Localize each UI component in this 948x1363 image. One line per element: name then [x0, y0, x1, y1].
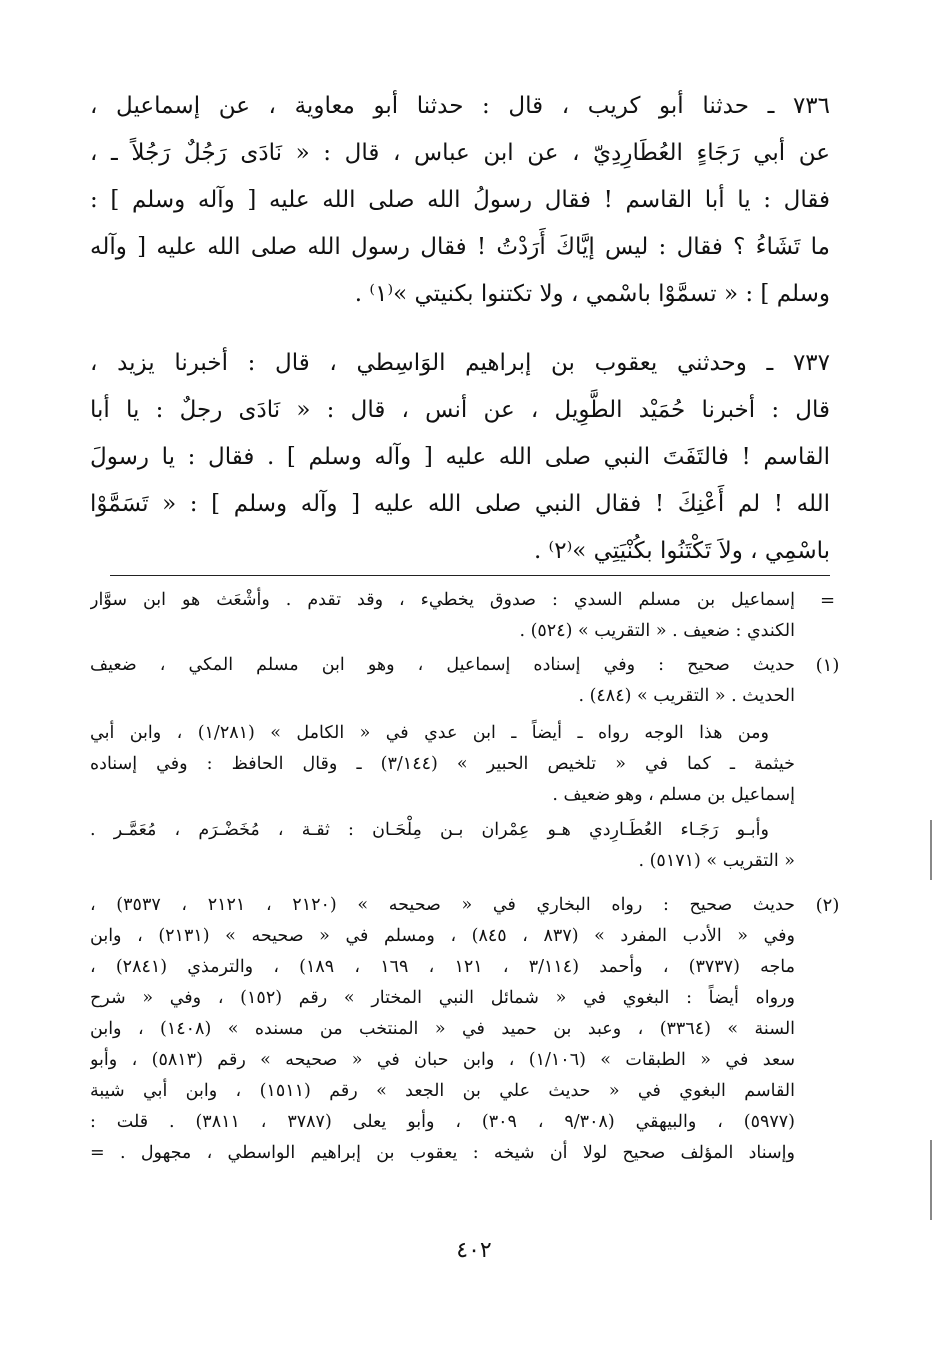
- footnote-marker: =: [819, 590, 836, 611]
- main-line: ٧٣٦ ـ حدثنا أبو كريب ، قال : حدثنا أبو معاوية ، عن إسماعيل ،: [90, 93, 830, 119]
- footnote-line: إسماعيل بن مسلم السدي : صدوق يخطيء ، وقد تقدم . وأشْعَث هو ابن سوَّار: [90, 590, 795, 610]
- footnote-line: وأبـو رَجَـاء العُطَـارِدي هـو عِمْران بـن مِلْحَـان : ثقـة ، مُخَضْـرَم ، مُعَمَّـر .: [90, 820, 769, 840]
- footnote-line: وفي « الأدب المفرد » (٨٣٧ ، ٨٤٥) ، ومسلم في « صحيحه » (٢١٣١) ، وابن: [90, 926, 795, 946]
- footnote-line: إسماعيل بن مسلم ، وهو ضعيف .: [552, 785, 795, 805]
- footnote-line: الحديث . « التقريب » (٤٨٤) .: [578, 686, 795, 706]
- main-line: القاسم ! فالتَفَتَ النبي صلى الله عليه [ وآله وسلم ] . فقال : يا رسولَ: [90, 444, 830, 470]
- footnote-line: السنة » (٣٣٦٤) ، وعبد بن حميد في « المنتخب من مسنده » (١٤٠٨) ، وابن: [90, 1019, 795, 1039]
- footnote-line: ماجه (٣٧٣٧) ، وأحمد (٣/١١٤ ، ١٢١ ، ١٦٩ ، ١٨٩) ، والترمذي (٢٨٤١) ،: [90, 957, 795, 977]
- main-line: ٧٣٧ ـ وحدثني يعقوب بن إبراهيم الوَاسِطي ، قال : أخبرنا يزيد ،: [90, 350, 830, 376]
- footnote-line: خيثمة ـ كما في « تلخيص الحبير » (٣/١٤٤) ـ وقال الحافظ : وفي إسناده: [90, 754, 795, 774]
- main-line: ما تَشَاءُ ؟ فقال : ليس إيَّاكَ أَرَدْتُ ! فقال رسول الله صلى الله عليه [ وآله: [90, 234, 830, 260]
- footnote-marker: (٢): [815, 895, 840, 916]
- main-line: وسلم ] : « تسمَّوْا باسْمي ، ولا تكتنوا بكنيتي »⁽١⁾ .: [354, 281, 830, 307]
- scan-edge-mark: [930, 820, 932, 880]
- footnote-line: (٥٩٧٧) ، والبيهقي (٩/٣٠٨ ، ٣٠٩) ، وأبو يعلى (٣٧٨٧ ، ٣٨١١) . قلت :: [90, 1112, 795, 1132]
- footnote-marker: (١): [815, 655, 840, 676]
- footnote-line: حديث صحيح : رواه البخاري في « صحيحه » (٢١٢٠ ، ٢١٢١ ، ٣٥٣٧) ،: [90, 895, 795, 915]
- footnote-line: « التقريب » (٥١٧١) .: [638, 851, 795, 871]
- hadith-736: [90, 83, 830, 318]
- main-line: قال : أخبرنا حُمَيْد الطَّوِيل ، عن أنس ، قال : « نَادَى رجلٌ : يا أبا: [90, 397, 830, 423]
- footnote-1: [90, 650, 840, 877]
- main-line: الله ! لم أَعْنِكَ ! فقال النبي صلى الله عليه [ وآله وسلم ] : « تَسَمَّوْا: [90, 491, 830, 517]
- main-line: عن أبي رَجَاءٍ العُطَارِدِيّ ، عن ابن عباس ، قال : « نَادَى رَجُلٌ رَجُلاً ـ ،: [90, 140, 830, 166]
- footnote-continuation: [90, 585, 836, 647]
- main-line: باسْمِي ، ولاَ تَكْتَنُوا بكُنْيَتِي »⁽٢⁾ .: [533, 538, 830, 564]
- hadith-737: [90, 340, 830, 575]
- footnote-2: [90, 890, 840, 1169]
- footnote-line: ورواه أيضاً : البغوي في « شمائل النبي المختار » رقم (١٥٢) ، وفي « شرح: [90, 988, 795, 1008]
- footnote-line: القاسم البغوي في « حديث علي بن الجعد » رقم (١٥١١) ، وابن أبي شيبة: [90, 1081, 795, 1101]
- footnote-line: ومن هذا الوجه رواه ـ أيضاً ـ ابن عدي في « الكامل » (١/٢٨١) ، وابن أبي: [90, 723, 769, 743]
- footnote-separator: [110, 575, 830, 576]
- footnote-line: الكندي : ضعيف . « التقريب » (٥٢٤) .: [519, 621, 795, 641]
- footnote-line: وإسناد المؤلف صحيح لولا أن شيخه : يعقوب بن إبراهيم الواسطي ، مجهول . =: [90, 1143, 795, 1163]
- page-number: ٤٠٢: [456, 1238, 492, 1263]
- footnote-line: سعد في « الطبقات » (١/١٠٦) ، وابن حبان في « صحيحه » رقم (٥٨١٣) ، وأبو: [90, 1050, 795, 1070]
- footnote-line: حديث صحيح : وفي إسناده إسماعيل ، وهو ابن مسلم المكي ، ضعيف: [90, 655, 795, 675]
- scan-edge-mark: [930, 1140, 932, 1220]
- main-line: فقال : يا أبا القاسم ! فقال رسولُ الله صلى الله عليه [ وآله وسلم ] :: [90, 187, 830, 213]
